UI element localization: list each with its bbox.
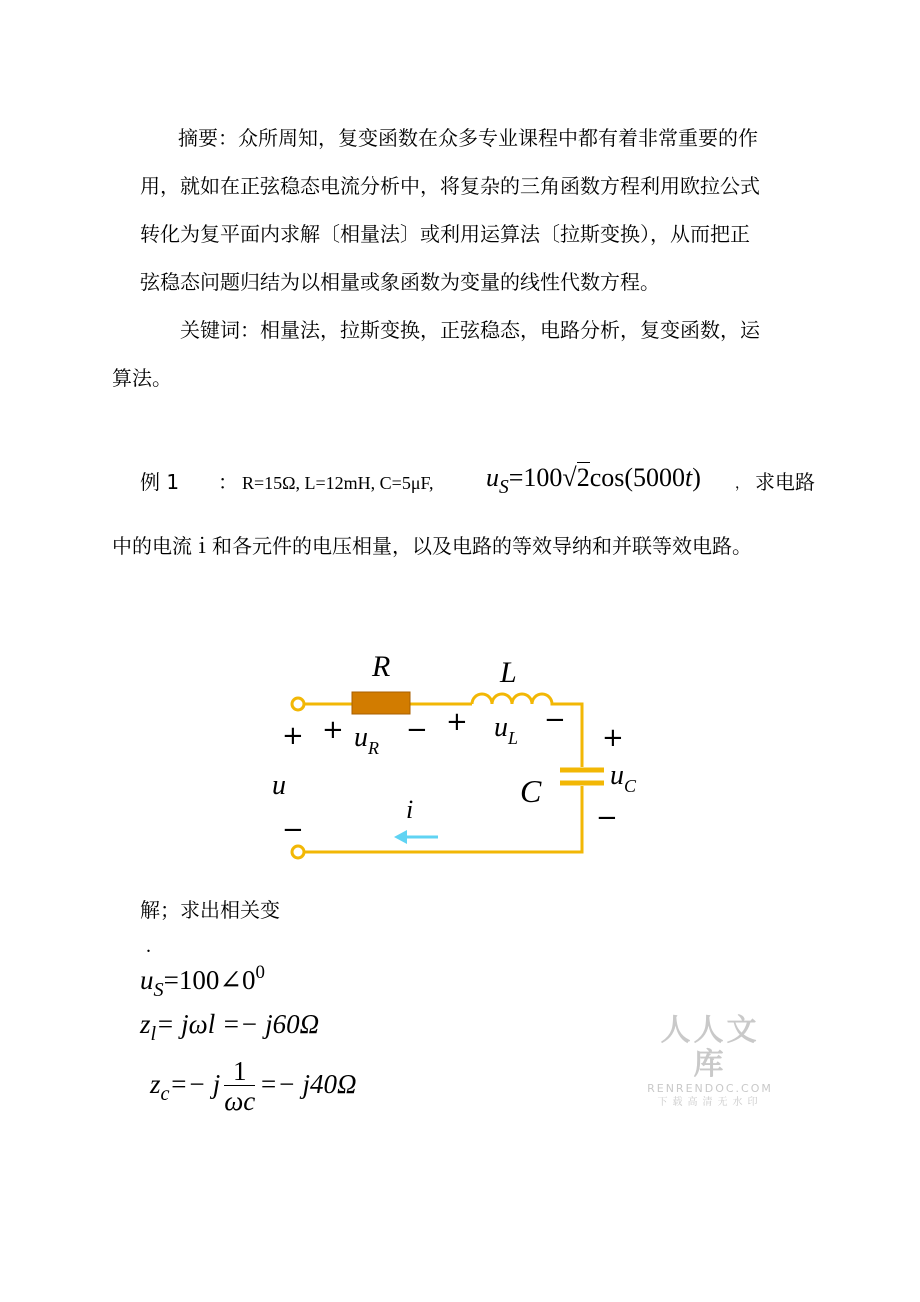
- cos-t: t: [685, 463, 693, 492]
- inductor-coil: [472, 694, 556, 704]
- abstract-line-4: 弦稳态问题归结为以相量或象函数为变量的线性代数方程。: [140, 270, 660, 294]
- sqrt-symbol: √: [562, 463, 577, 492]
- sign-uL-minus: −: [544, 705, 566, 735]
- sign-uR-minus: −: [406, 715, 428, 745]
- uL-sub: L: [508, 728, 519, 748]
- eq3-subscript: c: [160, 1083, 170, 1106]
- us-subscript: S: [499, 476, 509, 498]
- watermark: [645, 1014, 775, 1110]
- example-task-b: 中的电流ｉ和各元件的电压相量，以及电路的等效导纳和并联等效电路。: [112, 534, 752, 558]
- watermark-domain: RENRENDOC.COM: [647, 1082, 773, 1095]
- cos-close: ): [692, 463, 701, 492]
- current-arrow-head: [394, 830, 407, 844]
- sign-uC-plus: +: [602, 723, 624, 753]
- uR-sub: R: [368, 738, 379, 758]
- label-L: L: [500, 656, 517, 689]
- uC-sub: C: [624, 776, 637, 796]
- label-u: u: [272, 770, 286, 801]
- resistor-body: [352, 692, 410, 714]
- eq3-denominator: ωc: [224, 1086, 256, 1117]
- sign-uR-plus: +: [322, 715, 344, 745]
- current-arrow: [394, 830, 438, 844]
- phasor-dot: .: [146, 935, 151, 957]
- watermark-title: 人人文库: [660, 1013, 760, 1082]
- sign-uL-plus: +: [446, 707, 468, 737]
- equation-zc: [150, 1054, 357, 1117]
- equation-zl: [140, 1004, 319, 1047]
- sqrt-argument: 2: [576, 463, 590, 492]
- label-R: R: [372, 650, 391, 683]
- eq2-variable: z: [140, 1009, 151, 1039]
- abstract-line-3: 转化为复平面内求解〔相量法〕或利用运算法〔拉斯变换），从而把正: [140, 222, 750, 246]
- eq2-rhs: = jωl =− j60Ω: [156, 1009, 320, 1039]
- abstract-line-2: 用，就如在正弦稳态电流分析中，将复杂的三角函数方程利用欧拉公式: [140, 174, 760, 198]
- eq1-subscript: S: [153, 979, 164, 1002]
- eq2-subscript: l: [150, 1023, 157, 1046]
- eq3-rhs: =− j40Ω: [259, 1069, 357, 1099]
- example-colon: ：: [218, 470, 238, 494]
- watermark-slogan: 下载高清无水印: [657, 1097, 763, 1108]
- eq3-fraction: [224, 1057, 255, 1116]
- label-uC: [610, 760, 637, 796]
- example-label: 例 1: [140, 470, 180, 494]
- terminal-bottom: [292, 846, 304, 858]
- uC-var: u: [610, 760, 624, 791]
- example-separator: ，: [735, 476, 749, 492]
- equation-us: [140, 960, 265, 1004]
- eq3-variable: z: [150, 1069, 161, 1099]
- label-uR: [354, 722, 379, 758]
- sign-u-minus: −: [282, 815, 304, 845]
- sign-uC-minus: −: [596, 803, 618, 833]
- circuit-diagram: [260, 640, 640, 880]
- solution-intro: 解；求出相关变: [140, 898, 280, 922]
- label-C: C: [520, 773, 542, 809]
- abstract-line-1: 摘要：众所周知，复变函数在众多专业课程中都有着非常重要的作: [178, 126, 758, 150]
- example-given: R=15Ω, L=12mH, C=5μF,: [242, 473, 434, 493]
- us-rhs: =100: [508, 463, 563, 492]
- source-voltage-formula: [486, 460, 701, 499]
- uR-var: u: [354, 722, 368, 753]
- eq3-mid: =− j: [169, 1069, 221, 1099]
- eq3-numerator: 1: [224, 1057, 255, 1086]
- us-variable: u: [486, 463, 499, 492]
- label-i: i: [406, 795, 414, 824]
- label-uL: [494, 712, 518, 748]
- keywords-line-1: 关键词：相量法，拉斯变换，正弦稳态，电路分析，复变函数，运: [180, 318, 760, 342]
- terminal-top: [292, 698, 304, 710]
- keywords-line-2: 算法。: [112, 366, 172, 390]
- sign-u-plus: +: [282, 721, 304, 751]
- uL-var: u: [494, 712, 508, 743]
- cos-text: cos(5000: [589, 463, 686, 492]
- example-task-a: 求电路: [755, 470, 815, 494]
- eq1-rhs: =100∠0: [163, 965, 256, 995]
- eq1-superscript: 0: [255, 961, 265, 983]
- eq1-variable: u: [140, 965, 154, 995]
